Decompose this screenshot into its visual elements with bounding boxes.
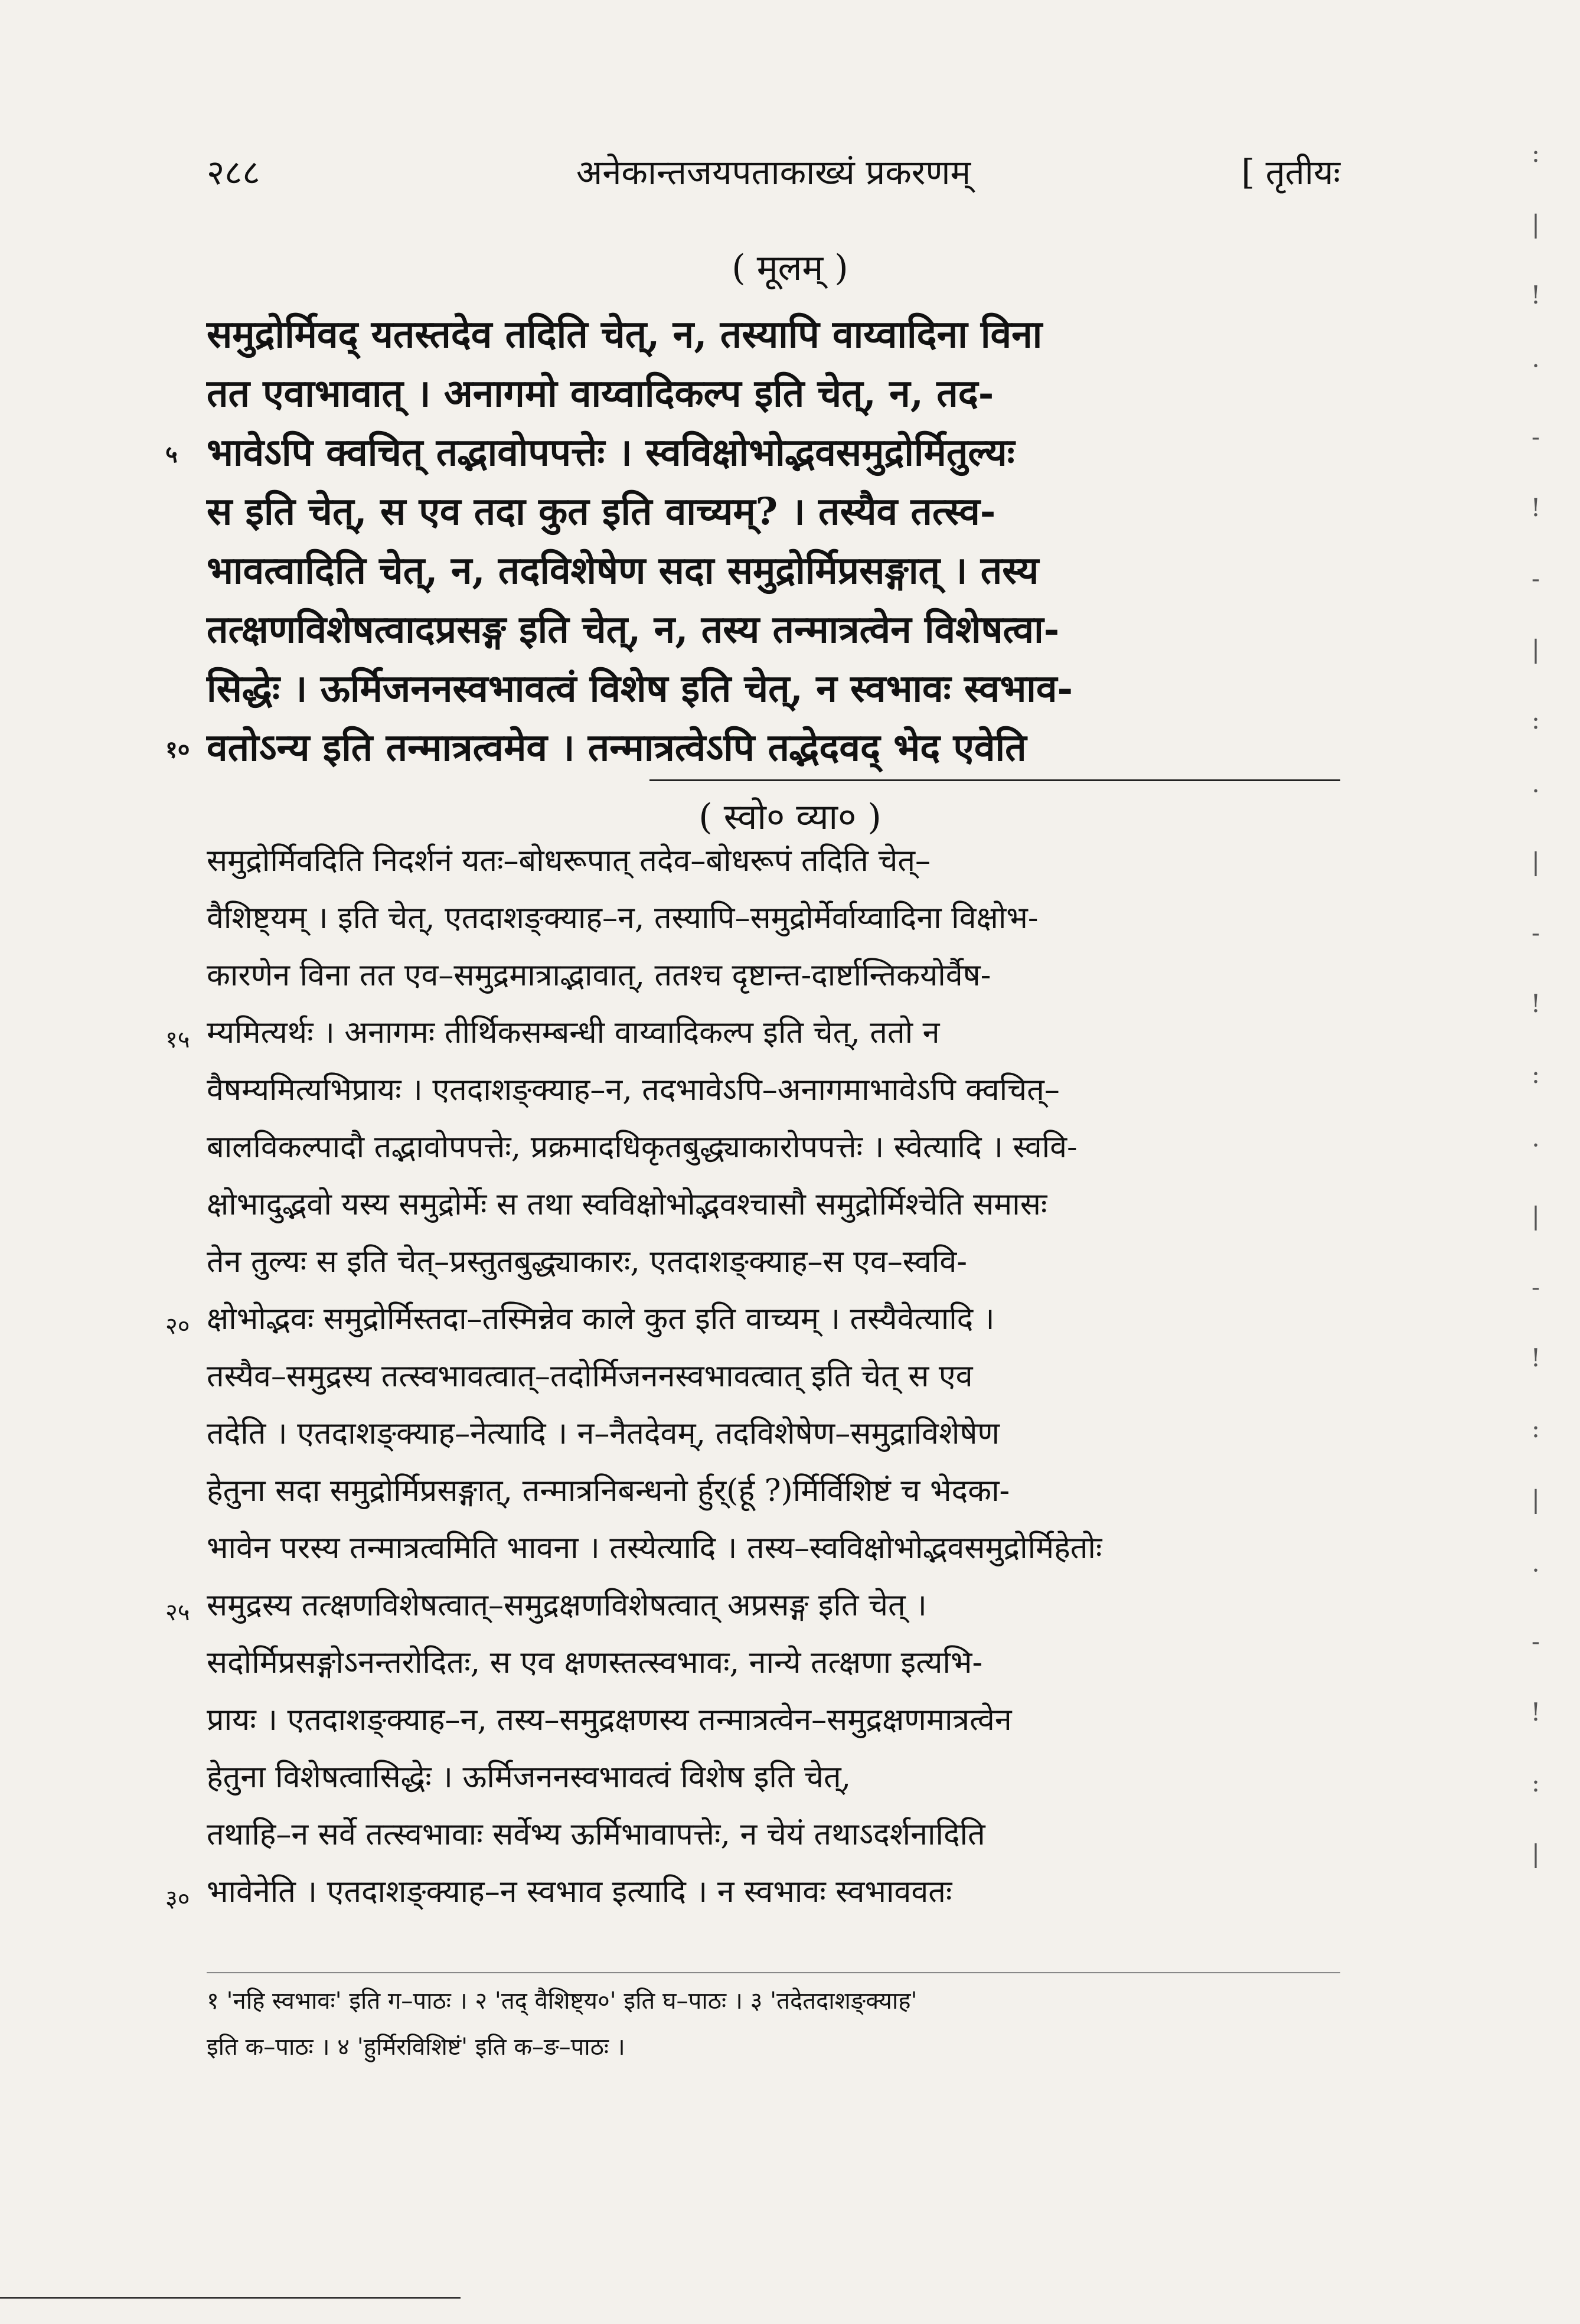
margin-mark: ! xyxy=(1530,493,1541,522)
commentary-line xyxy=(207,1125,1340,1167)
mulam-line xyxy=(207,602,1340,654)
commentary-line xyxy=(207,1812,1340,1854)
section-divider xyxy=(649,779,1340,781)
commentary-line xyxy=(207,1068,1340,1109)
commentary-line xyxy=(165,1583,1340,1626)
footnote-line: १ 'नहि स्वभावः' इति ग–पाठः । २ 'तद् वैशिष्ट्य०' इति घ–पाठः । ३ 'तदेतदाशङ्क्याह' xyxy=(207,1987,918,2015)
margin-mark: ! xyxy=(1530,1698,1541,1726)
margin-mark: - xyxy=(1531,1627,1540,1656)
line-number: ५ xyxy=(165,440,178,468)
line-text: भावेऽपि क्वचित् तद्भावोपपत्तेः । स्वविक्षोभोद्भवसमुद्रोर्मितुल्यः xyxy=(207,430,1015,475)
margin-mark: : xyxy=(1531,706,1540,735)
footnote-divider xyxy=(207,1972,1340,1973)
margin-mark: · xyxy=(1532,351,1540,380)
margin-mark: : xyxy=(1531,139,1540,168)
line-number: २० xyxy=(165,1313,190,1340)
line-text: बालविकल्पादौ तद्भावोपपत्तेः, प्रक्रमादधिकृतबुद्ध्याकारोपपत्तेः । स्वेत्यादि । स्ववि- xyxy=(207,1130,1078,1165)
line-text: भावत्वादिति चेत्, न, तदविशेषेण सदा समुद्रोर्मिप्रसङ्गात् । तस्य xyxy=(207,549,1039,593)
commentary-line xyxy=(207,896,1340,938)
line-text: तत एवाभावात् । अनागमो वाय्वादिकल्प इति चेत्, न, तद- xyxy=(207,371,994,416)
commentary-heading: ( स्वो० व्या० ) xyxy=(698,797,882,838)
line-text: वैषम्यमित्यभिप्रायः । एतदाशङ्क्याह–न, तदभावेऽपि–अनागमाभावेऽपि क्वचित्– xyxy=(207,1072,1060,1108)
margin-mark: - xyxy=(1531,1272,1540,1301)
mulam-line xyxy=(165,425,1340,476)
margin-mark: | xyxy=(1531,210,1540,239)
margin-mark: - xyxy=(1531,422,1540,451)
commentary-line xyxy=(207,1468,1340,1510)
margin-mark: : xyxy=(1531,1060,1540,1089)
section-label: [ तृतीयः xyxy=(1241,152,1340,192)
margin-mark: ! xyxy=(1530,1343,1541,1372)
running-title: अनेकान्तजयपताकाख्यं प्रकरणम् xyxy=(576,152,971,192)
margin-mark: · xyxy=(1532,1131,1540,1160)
line-text: भावेनेति । एतदाशङ्क्याह–न स्वभाव इत्यादि । न स्वभावः स्वभाववतः xyxy=(207,1874,952,1910)
line-text: तेन तुल्यः स इति चेत्–प्रस्तुतबुद्ध्याकारः, एतदाशङ्क्याह–स एव–स्ववि- xyxy=(207,1244,967,1279)
line-text: भावेन परस्य तन्मात्रत्वमिति भावना । तस्येत्यादि । तस्य–स्वविक्षोभोद्भवसमुद्रोर्मिहेतोः xyxy=(207,1530,1102,1566)
commentary-line xyxy=(207,838,1340,880)
margin-mark: : xyxy=(1531,1414,1540,1443)
footnote-line: इति क–पाठः । ४ 'हुर्मिरविशिष्टं' इति क–ङ–पाठः । xyxy=(207,2034,625,2061)
commentary-line xyxy=(207,1411,1340,1453)
bottom-edge-line xyxy=(0,2297,461,2299)
line-text: कारणेन विना तत एव–समुद्रमात्राद्भावात्, ततश्च दृष्टान्त-दार्ष्टान्तिकयोर्वैष- xyxy=(207,958,991,993)
commentary-line xyxy=(207,1182,1340,1224)
commentary-line xyxy=(165,1297,1340,1340)
commentary-line xyxy=(207,953,1340,995)
line-text: तदेति । एतदाशङ्क्याह–नेत्यादि । न–नैतदेवम्, तदविशेषेण–समुद्राविशेषेण xyxy=(207,1416,1000,1451)
commentary-line xyxy=(207,1354,1340,1396)
margin-mark: | xyxy=(1531,847,1540,876)
mulam-line xyxy=(207,366,1340,417)
line-number: २५ xyxy=(165,1599,190,1626)
commentary-line xyxy=(207,1640,1340,1682)
commentary-line xyxy=(207,1755,1340,1797)
page-number: २८८ xyxy=(207,152,260,192)
commentary-line xyxy=(207,1526,1340,1568)
margin-mark: · xyxy=(1532,1556,1540,1585)
line-number: १० xyxy=(165,736,190,763)
line-text: तस्यैव–समुद्रस्य तत्स्वभावत्वात्–तदोर्मिजननस्वभावत्वात् इति चेत् स एव xyxy=(207,1359,973,1394)
page-header xyxy=(207,148,1340,201)
margin-mark: ! xyxy=(1530,989,1541,1018)
mulam-heading: ( मूलम् ) xyxy=(732,247,848,289)
margin-mark: · xyxy=(1532,776,1540,805)
margin-mark: | xyxy=(1531,1839,1540,1868)
margin-mark: | xyxy=(1531,635,1540,664)
mulam-line xyxy=(207,484,1340,536)
mulam-line xyxy=(165,720,1340,772)
line-text: समुद्रस्य तत्क्षणविशेषत्वात्–समुद्रक्षणविशेषत्वात् अप्रसङ्ग इति चेत् । xyxy=(207,1588,927,1623)
line-text: सिद्धेः । ऊर्मिजननस्वभावत्वं विशेष इति चेत्, न स्वभावः स्वभाव- xyxy=(207,667,1073,711)
margin-mark: - xyxy=(1531,918,1540,947)
line-number: १५ xyxy=(165,1026,190,1053)
line-text: प्रायः । एतदाशङ्क्याह–न, तस्य–समुद्रक्षणस्य तन्मात्रत्वेन–समुद्रक्षणमात्रत्वेन xyxy=(207,1702,1012,1738)
mulam-line xyxy=(207,543,1340,595)
margin-mark: ! xyxy=(1530,280,1541,309)
mulam-line xyxy=(207,307,1340,358)
footnotes xyxy=(207,1978,1340,2070)
commentary-line xyxy=(207,1698,1340,1739)
margin-mark: | xyxy=(1531,1485,1540,1514)
line-text: वैशिष्ट्यम् । इति चेत्, एतदाशङ्क्याह–न, तस्यापि–समुद्रोर्मेर्वाय्वादिना विक्षोभ- xyxy=(207,900,1039,936)
margin-marks xyxy=(1503,118,1568,2067)
line-text: हेतुना विशेषत्वासिद्धेः । ऊर्मिजननस्वभावत्वं विशेष इति चेत्, xyxy=(207,1760,851,1795)
line-text: समुद्रोर्मिवदिति निदर्शनं यतः–बोधरूपात् तदेव–बोधरूपं तदिति चेत्– xyxy=(207,843,931,879)
margin-mark: : xyxy=(1531,1768,1540,1797)
line-number: ३० xyxy=(165,1885,190,1912)
line-text: तथाहि–न सर्वे तत्स्वभावाः सर्वेभ्य ऊर्मिभावापत्तेः, न चेयं तथाऽदर्शनादिति xyxy=(207,1817,985,1852)
mulam-line xyxy=(207,661,1340,713)
margin-mark: - xyxy=(1531,564,1540,593)
line-text: म्यमित्यर्थः । अनागमः तीर्थिकसम्बन्धी वाय्वादिकल्प इति चेत्, ततो न xyxy=(207,1015,940,1050)
line-text: हेतुना सदा समुद्रोर्मिप्रसङ्गात्, तन्मात्रनिबन्धनो र्हुर्(र्हू ?)र्मिर्विशिष्टं च भेदका- xyxy=(207,1473,1010,1509)
commentary-line xyxy=(165,1010,1340,1053)
line-text: स इति चेत्, स एव तदा कुत इति वाच्यम्? । तस्यैव तत्स्व- xyxy=(207,489,996,534)
commentary-line xyxy=(165,1869,1340,1912)
line-text: क्षोभोद्भवः समुद्रोर्मिस्तदा–तस्मिन्नेव काले कुत इति वाच्यम् । तस्यैवेत्यादि । xyxy=(207,1301,995,1337)
margin-mark: | xyxy=(1531,1202,1540,1230)
line-text: तत्क्षणविशेषत्वादप्रसङ्ग इति चेत्, न, तस्य तन्मात्रत्वेन विशेषत्वा- xyxy=(207,608,1060,652)
commentary-line xyxy=(207,1239,1340,1281)
line-text: समुद्रोर्मिवद् यतस्तदेव तदिति चेत्, न, तस्यापि वाय्वादिना विना xyxy=(207,312,1043,357)
line-text: क्षोभादुद्भवो यस्य समुद्रोर्मेः स तथा स्वविक्षोभोद्भवश्चासौ समुद्रोर्मिश्चेति समासः xyxy=(207,1187,1047,1222)
line-text: सदोर्मिप्रसङ्गोऽनन्तरोदितः, स एव क्षणस्तत्स्वभावः, नान्ये तत्क्षणा इत्यभि- xyxy=(207,1645,983,1680)
line-text: वतोऽन्य इति तन्मात्रत्वमेव । तन्मात्रत्वेऽपि तद्भेदवद् भेद एवेति xyxy=(207,726,1027,770)
